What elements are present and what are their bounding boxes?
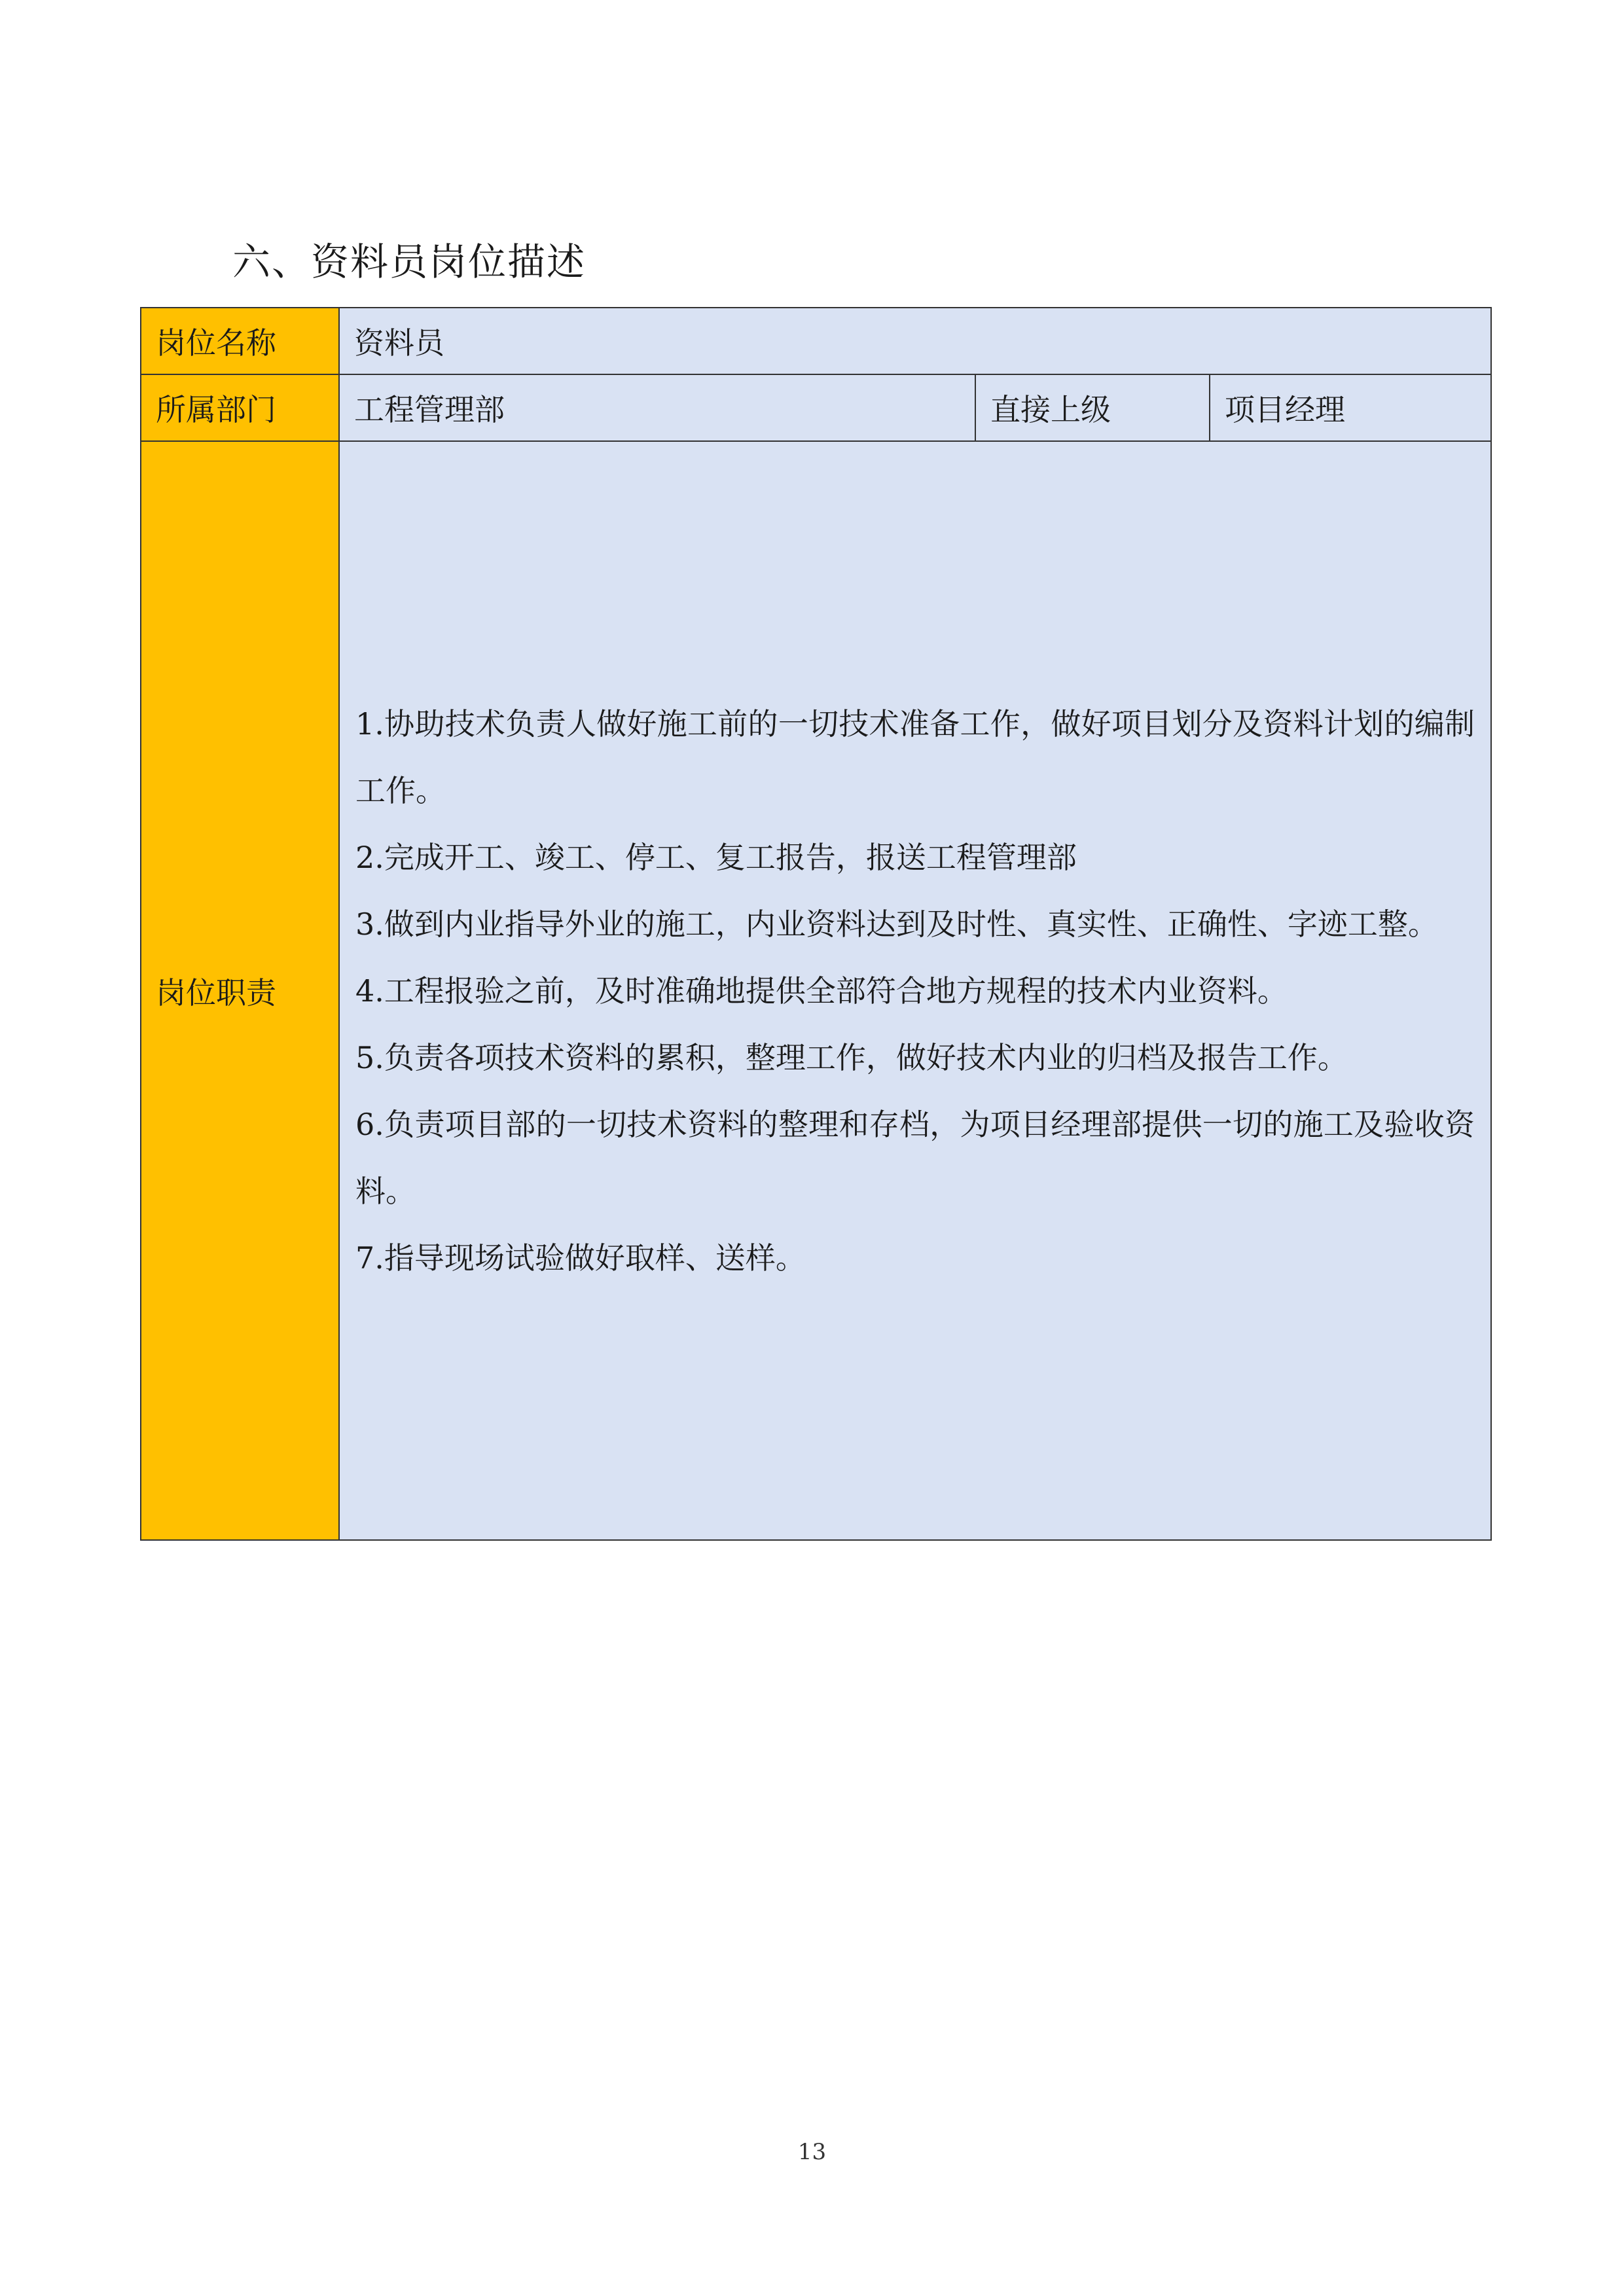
duty-item-7: 7.指导现场试验做好取样、送样。 [355,1240,806,1276]
row-position-name [141,308,1491,374]
duties-label: 岗位职责 [141,441,339,1540]
duties-list [339,441,1491,1540]
position-name-label: 岗位名称 [141,308,339,374]
supervisor-value: 项目经理 [1210,374,1491,441]
duty-item-3: 3.做到内业指导外业的施工，内业资料达到及时性、真实性、正确性、字迹工整。 [355,906,1438,942]
job-description-table [140,307,1492,1541]
department-label: 所属部门 [141,374,339,441]
duty-item-4: 4.工程报验之前，及时准确地提供全部符合地方规程的技术内业资料。 [355,973,1288,1009]
section-heading: 六、资料员岗位描述 [232,240,586,284]
row-department [141,374,1491,441]
duty-item-6: 6.负责项目部的一切技术资料的整理和存档，为项目经理部提供一切的施工及验收资料。 [355,1106,1475,1209]
duty-item-1: 1.协助技术负责人做好施工前的一切技术准备工作，做好项目划分及资料计划的编制工作。 [355,706,1475,808]
page-number: 13 [797,2139,827,2165]
position-name-value: 资料员 [339,308,1491,374]
supervisor-label: 直接上级 [975,374,1210,441]
duty-item-2: 2.完成开工、竣工、停工、复工报告，报送工程管理部 [355,839,1077,875]
row-duties [141,441,1491,1540]
duty-item-5: 5.负责各项技术资料的累积，整理工作，做好技术内业的归档及报告工作。 [355,1039,1348,1075]
department-value: 工程管理部 [339,374,975,441]
